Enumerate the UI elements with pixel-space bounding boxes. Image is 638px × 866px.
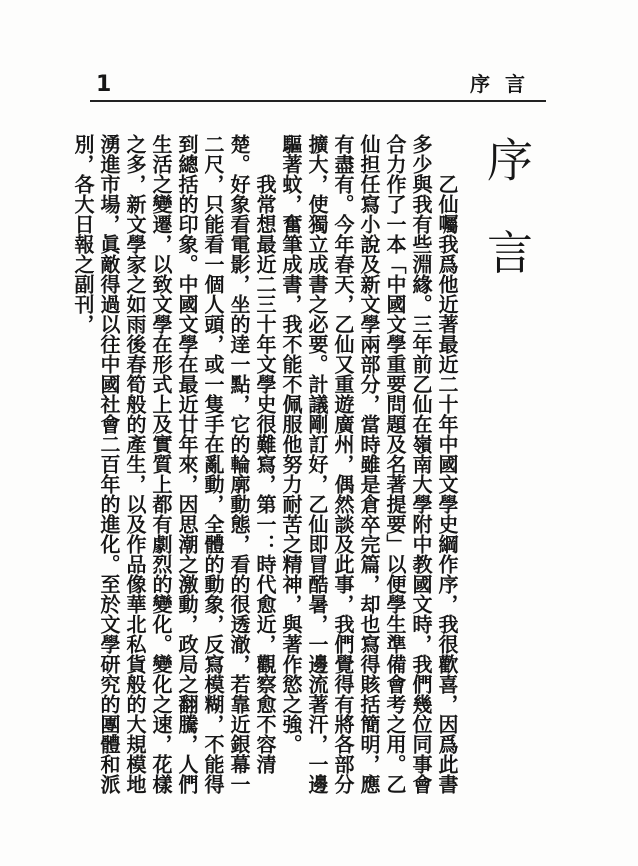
body-text <box>71 134 460 804</box>
page-number: 1 <box>96 72 112 97</box>
paragraph: 乙仙囑我爲他近著最近二十年中國文學史綱作序，我很歡喜，因爲此書多少與我有些淵緣。三年前乙仙在嶺南大學附中教國文時，我們幾位同事會合力作了一本「中國文學重要問題及名著提要」以便學生準備會考之用。乙仙担任寫小說及新文學兩部分，當時雖是倉卒完篇，却也寫得賅括簡明，應有盡有。今年春天，乙仙又重遊廣州，偶然談及此事，我們覺得有將各部分擴大，使獨立成書之必要。計議剛訂好，乙仙即冒酷暑，一邊流著汗，一邊驅著蚊，奮筆成書，我不能不佩服他努力耐苦之精神，與著作慾之強。 <box>279 134 459 794</box>
chapter-title: 序 言 <box>480 136 534 291</box>
header-rule <box>90 100 546 102</box>
paragraph: 我常想最近二三十年文學史很難寫，第一：時代愈近，觀察愈不容清楚。好象看電影，坐的逹一點，它的輪廓動態，看的很透澈，若靠近銀幕一二尺，只能看一個人頭，或一隻手在亂動，全體的動象，反寫模糊，不能得到總括的印象。中國文學在最近廿年來，因思潮之激動，政局之翻騰，人們生活之變遷，以致文學在形式上及實質上都有劇烈的變化。變化之速，花樣之多，新文學家之如雨後春筍般的產生，以及作品像華北私貨般的大規模地湧進市場，眞敵得過以往中國社會二百年的進化。至於文學研究的團體和派別，各大日報之副刊， <box>71 134 277 794</box>
running-head: 序 言 <box>470 72 529 96</box>
